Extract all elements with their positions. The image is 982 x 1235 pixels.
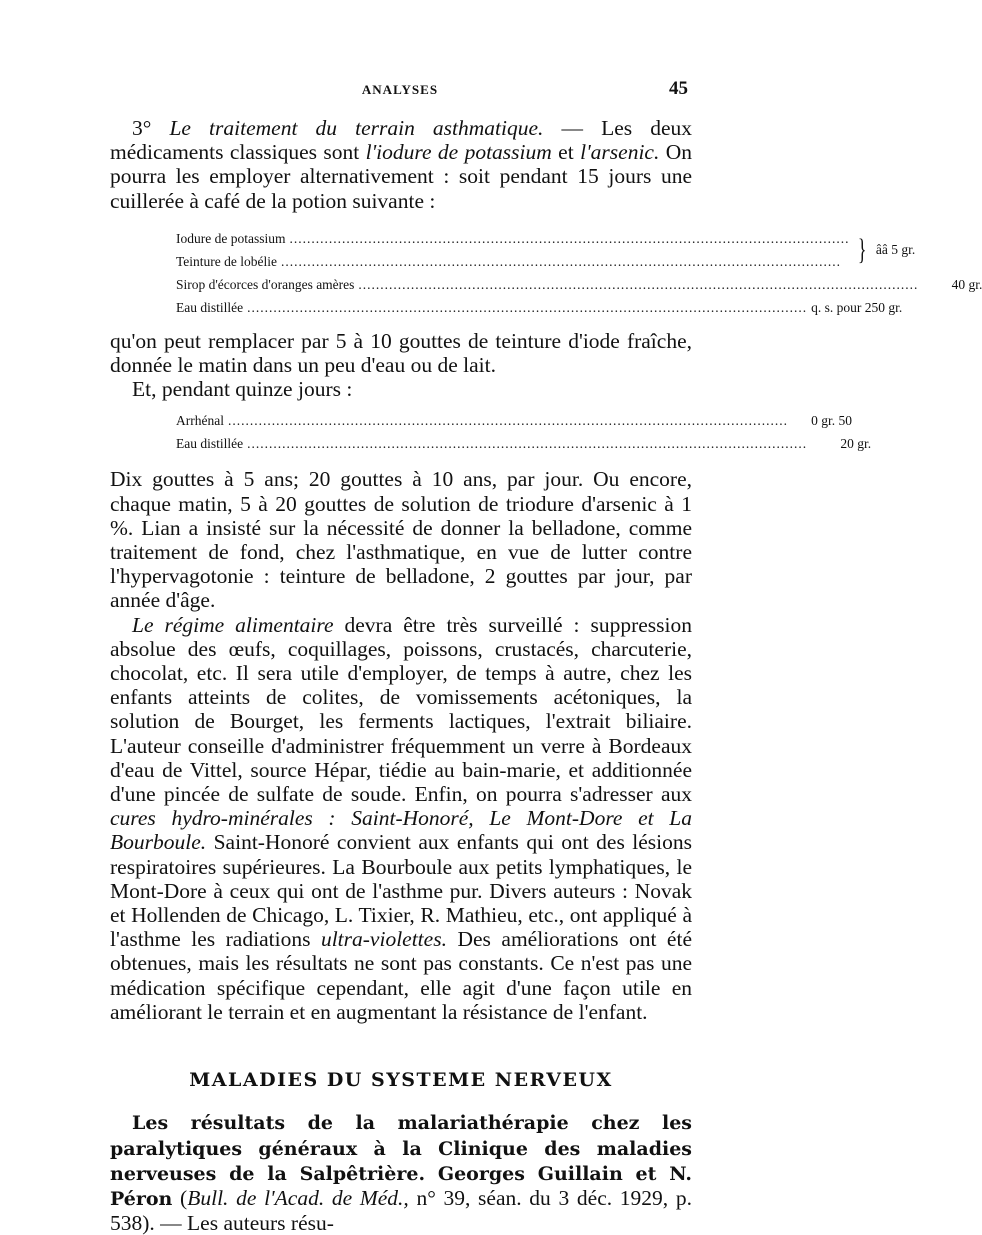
ingredient-name: Iodure de potassium [176,230,286,246]
ingredient-quantity: q. s. pour 250 gr. [811,299,903,315]
page-number: 45 [669,78,688,99]
paragraph-text: Des améliorations ont été obtenues, mais les résultats ne sont pas constants. Ce n'est pas une médication spécifique cependant, elle agit d'une façon utile en améliorant le terrain et en augmentant la résistance de l'enfant. [110,927,692,1024]
emphasis-text: cures hydro-minérales : Saint-Honoré, Le Mont-Dore et La Bourboule. [110,806,692,855]
drug-name: l'iodure de potassium [365,140,552,165]
item-number: 3° [132,116,152,140]
paragraph-regime [110,613,692,1024]
ingredient-quantity: 40 gr. [951,276,982,292]
paragraph-text: — Les auteurs résu- [154,1211,334,1235]
paragraph-dosage: Dix gouttes à 5 ans; 20 gouttes à 10 ans, par jour. Ou encore, chaque matin, 5 à 20 gouttes de solution de triodure d'arsenic à 1 %. Lian a insisté sur la nécessité de donner la belladone, comme traitement de fond, chez l'asthmatique, en vue de lutter contre l'hypervagotonie : teinture de belladone, 2 gouttes par jour, par année d'âge. [110,467,692,613]
formula-table-2 [176,409,872,455]
running-title: ANALYSES [361,82,439,97]
article-title: Les résultats de la malariathérapie chez les paralytiques généraux à la Clinique des maladies nerveuses de la Salpêtrière. Georges Guillain et N. Péron [110,1112,692,1210]
reference-text: n° 39, séan. du 3 déc. 1929, p. 538). [110,1185,692,1235]
paragraph-text: devra être très surveillé : suppression absolue des œufs, coquillages, poissons, crustacés, charcuterie, chocolat, etc. Il sera utile d'employer, de temps à autre, chez les enfants atteints de colites, de vomissements acétoniques, la solution de Bourget, les ferments lactiques, l'extrait biliaire. L'auteur conseille d'administrer fréquemment un verre à Bordeaux d'eau de Vittel, source Hépar, tiédie au bain-marie, et additionnée d'une pincée de sulfate de soude. Enfin, on pourra s'adresser aux [110,612,692,807]
ingredient-name: Sirop d'écorces d'oranges amères [176,276,355,292]
journal-name: Bull. de l'Acad. de Méd., [187,1185,409,1210]
formula-table-1 [176,227,982,319]
formula-group [176,227,916,273]
ingredient-name: Teinture de lobélie [176,253,278,269]
ingredient-quantity: 20 gr. [840,436,872,452]
paragraph-text: ( [172,1185,188,1210]
formula-row [176,432,872,455]
emphasis-text: ultra-violettes. [320,927,447,952]
ingredient-name: Eau distillée [176,299,244,315]
formula-row [176,409,852,432]
paragraph-iode: qu'on peut remplacer par 5 à 10 gouttes de teinture d'iode fraîche, donnée le matin dans un peu d'eau ou de lait. [110,328,692,378]
paragraph-text: et [551,140,581,165]
brace-glyph: } [858,232,868,266]
ingredient-name: Arrhénal [176,413,224,429]
paragraph-terrain-asthmatique [110,116,692,213]
formula-row [176,227,853,250]
formula-row [176,296,903,319]
drug-name: l'arsenic. [580,140,660,165]
paragraph-quinze-jours: Et, pendant quinze jours : [132,377,353,402]
item-title: Le régime alimentaire [132,612,334,637]
paragraph-text: — Les deux médicaments classiques sont [110,116,692,165]
formula-row [176,273,982,296]
ingredient-quantity: 0 gr. 50 [811,413,852,429]
article-entry [110,1110,692,1235]
section-title: MALADIES DU SYSTEME NERVEUX [189,1069,613,1092]
ingredient-quantity: ââ 5 gr. [875,242,916,258]
formula-row [176,250,853,273]
page-body [110,116,982,1235]
paragraph-text: On pourra les employer alternativement : soit pendant 15 jours une cuillerée à café de la potion suivante : [110,140,693,213]
page-header [110,78,690,102]
paragraph-text: Saint-Honoré convient aux enfants qui ont des lésions respiratoires supérieures. La Bourboule aux petits lymphatiques, le Mont-Dore à ceux qui ont de l'asthme pur. Divers auteurs : Novak et Hollenden de Chicago, L. Tixier, R. Mathieu, etc., ont appliqué à l'asthme les radiations [110,830,692,952]
item-title: Le traitement du terrain asthmatique. [169,116,544,140]
ingredient-name: Eau distillée [176,436,244,452]
